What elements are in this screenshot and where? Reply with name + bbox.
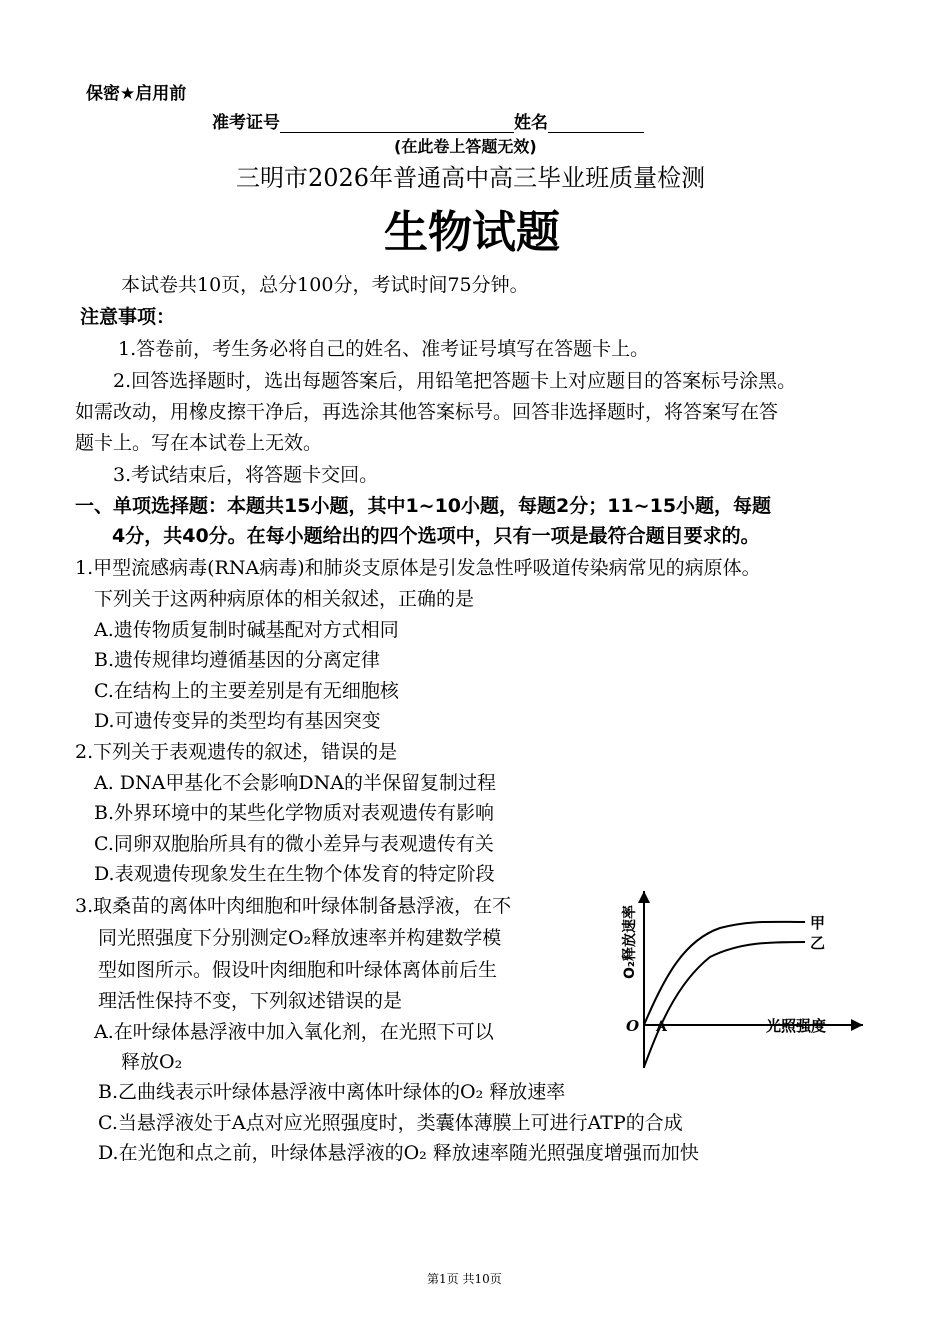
name-blank	[548, 114, 644, 133]
page-footer: 第1页 共10页	[427, 1272, 502, 1286]
notice-heading: 注意事项：	[80, 306, 176, 328]
point-a-label: A	[656, 1019, 667, 1035]
notice-item-3: 3.考试结束后，将答题卡交回。	[113, 464, 379, 486]
q2-option-c: C.同卵双胞胎所具有的微小差异与表观遗传有关	[94, 833, 494, 855]
notice-item-2-line-3: 题卡上。写在本试卷上无效。	[75, 432, 323, 454]
q1-option-a: A.遗传物质复制时碱基配对方式相同	[94, 619, 399, 641]
curve-yi	[644, 942, 805, 1067]
exam-id-label: 准考证号	[212, 113, 280, 133]
curve-yi-label: 乙	[810, 934, 826, 952]
section1-line-1: 一、单项选择题：本题共15小题，其中1~10小题，每题2分；11~15小题，每题	[75, 495, 772, 517]
subject-title: 生物试题	[384, 207, 560, 258]
candidate-info-line	[212, 108, 644, 133]
q3-stem-line-1: 3.取桑苗的离体叶肉细胞和叶绿体制备悬浮液，在不	[75, 895, 512, 917]
section1-line-2: 4分，共40分。在每小题给出的四个选项中，只有一项是最符合题目要求的。	[112, 525, 760, 547]
q2-stem: 2.下列关于表观遗传的叙述，错误的是	[75, 741, 398, 763]
q2-option-d: D.表观遗传现象发生在生物个体发育的特定阶段	[94, 863, 495, 885]
q1-stem-line-2: 下列关于这两种病原体的相关叙述，正确的是	[94, 588, 475, 610]
q3-option-c: C.当悬浮液处于A点对应光照强度时，类囊体薄膜上可进行ATP的合成	[98, 1112, 683, 1134]
q3-stem-line-3: 型如图所示。假设叶肉细胞和叶绿体离体前后生	[98, 959, 498, 981]
q3-option-d: D.在光饱和点之前，叶绿体悬浮液的O₂ 释放速率随光照强度增强而加快	[98, 1142, 699, 1164]
notice-item-2-line-2: 如需改动，用橡皮擦干净后，再选涂其他答案标号。回答非选择题时，将答案写在答	[75, 401, 779, 423]
q3-option-a-line-2: 释放O₂	[121, 1051, 183, 1073]
q2-option-a: A. DNA甲基化不会影响DNA的半保留复制过程	[94, 772, 496, 794]
secret-mark: 保密★启用前	[86, 84, 187, 104]
q3-option-a-line-1: A.在叶绿体悬浮液中加入氧化剂，在光照下可以	[94, 1021, 494, 1043]
intro-text: 本试卷共10页，总分100分，考试时间75分钟。	[121, 274, 529, 296]
q1-stem-line-1: 1.甲型流感病毒(RNA病毒)和肺炎支原体是引发急性呼吸道传染病常见的病原体。	[75, 557, 761, 579]
origin-label: O	[626, 1017, 640, 1035]
notice-item-2-line-1: 2.回答选择题时，选出每题答案后，用铅笔把答题卡上对应题目的答案标号涂黑。	[113, 370, 797, 392]
exam-title: 三明市2026年普通高中高三毕业班质量检测	[236, 164, 706, 192]
x-axis-label: 光照强度	[766, 1017, 827, 1035]
exam-id-blank	[280, 114, 514, 133]
notice-item-1: 1.答卷前，考生务必将自己的姓名、准考证号填写在答题卡上。	[118, 338, 650, 360]
q1-option-c: C.在结构上的主要差别是有无细胞核	[94, 680, 399, 702]
q1-option-d: D.可遗传变异的类型均有基因突变	[94, 710, 381, 732]
invalid-note: (在此卷上答题无效)	[394, 137, 537, 156]
q3-stem-line-2: 同光照强度下分别测定O₂释放速率并构建数学模	[98, 927, 502, 949]
q3-stem-line-4: 理活性保持不变，下列叙述错误的是	[98, 990, 403, 1012]
q3-option-b: B.乙曲线表示叶绿体悬浮液中离体叶绿体的O₂ 释放速率	[98, 1081, 566, 1103]
q2-option-b: B.外界环境中的某些化学物质对表观遗传有影响	[94, 802, 495, 824]
o2-release-figure	[600, 885, 870, 1075]
curve-jia-label: 甲	[810, 914, 826, 932]
y-axis-label: O₂释放速率	[622, 904, 638, 979]
q1-option-b: B.遗传规律均遵循基因的分离定律	[94, 649, 381, 671]
name-label: 姓名	[514, 113, 548, 133]
